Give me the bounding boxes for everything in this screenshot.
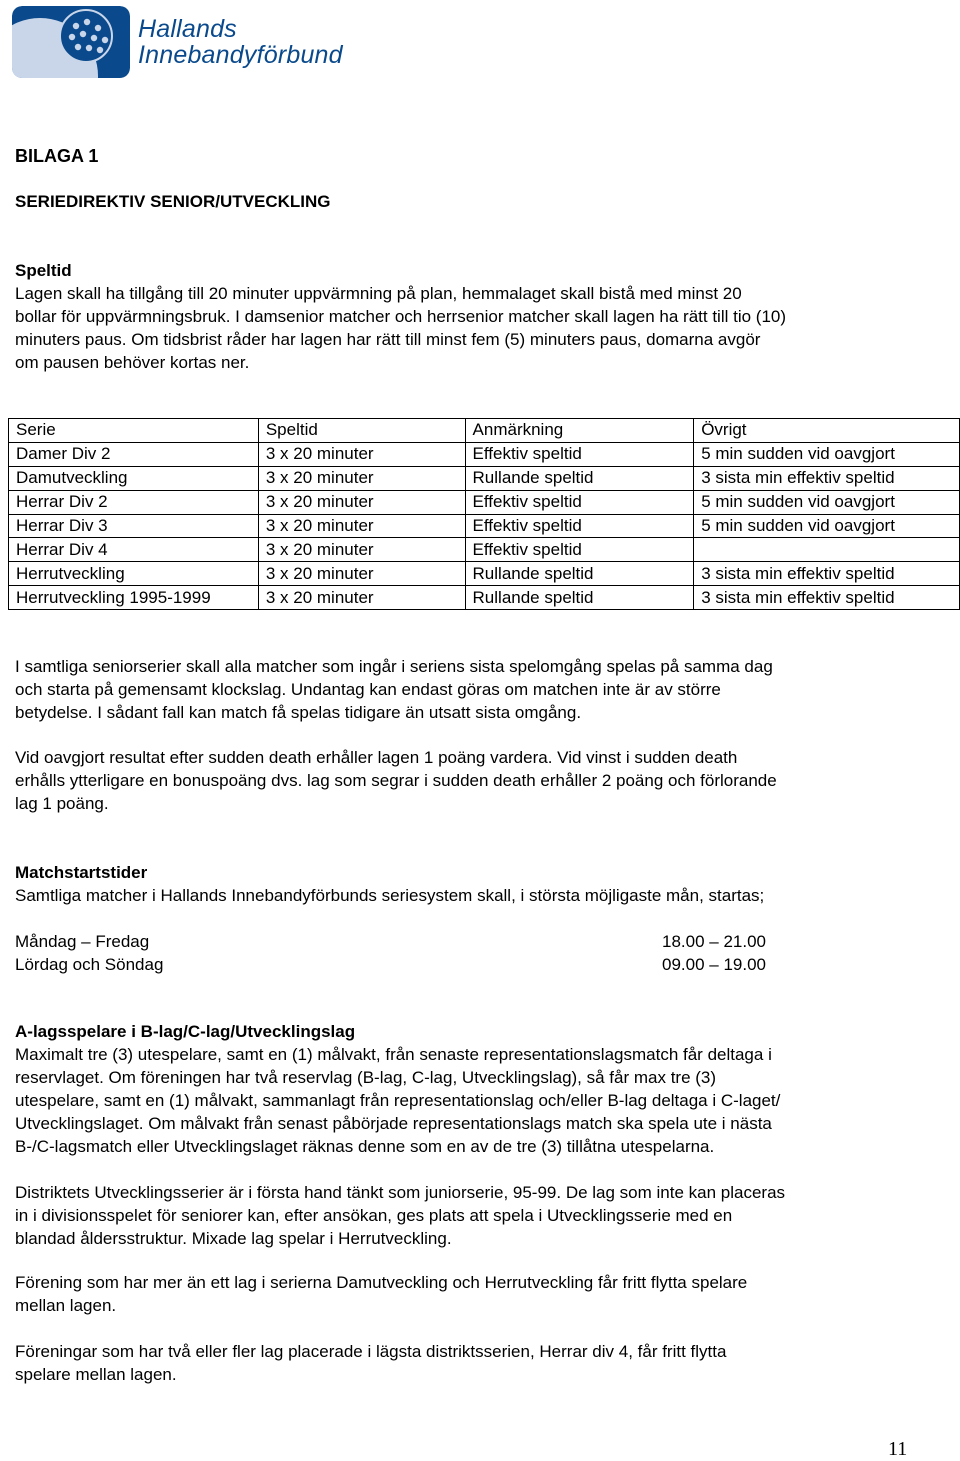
matchstart-section xyxy=(15,861,915,907)
logo-line-2: Innebandyförbund xyxy=(138,41,343,69)
foreningar-paragraph xyxy=(15,1340,915,1386)
speltid-line: Lagen skall ha tillgång till 20 minuter uppvärmning på plan, hemmalaget skall bistå med minst 20 xyxy=(15,284,742,303)
cell-speltid: 3 x 20 minuter xyxy=(258,490,465,514)
cell-serie: Herrar Div 4 xyxy=(9,538,259,562)
page-number: 11 xyxy=(888,1438,908,1460)
cell-speltid: 3 x 20 minuter xyxy=(258,586,465,610)
paragraph-line: erhålls ytterligare en bonuspoäng dvs. lag som segrar i sudden death erhåller 2 poäng och förlorande xyxy=(15,771,777,790)
logo-wordmark xyxy=(138,16,343,68)
speltid-title: Speltid xyxy=(15,261,72,280)
cell-ovrigt xyxy=(694,538,960,562)
table-row xyxy=(9,514,960,538)
table-row xyxy=(9,442,960,466)
speltid-section xyxy=(15,259,915,374)
distrikt-paragraph xyxy=(15,1181,915,1250)
cell-ovrigt: 3 sista min effektiv speltid xyxy=(694,586,960,610)
paragraph-line: betydelse. I sådant fall kan match få spelas tidigare än utsatt sista omgång. xyxy=(15,703,582,722)
cell-anmarkning: Rullande speltid xyxy=(465,586,694,610)
paragraph-line: mellan lagen. xyxy=(15,1296,117,1315)
speltid-line: om pausen behöver kortas ner. xyxy=(15,353,250,372)
paragraph-line: reservlaget. Om föreningen har två reservlag (B-lag, C-lag, Utvecklingslag), så får max tre (3) xyxy=(15,1068,717,1087)
cell-speltid: 3 x 20 minuter xyxy=(258,442,465,466)
table-row xyxy=(9,538,960,562)
paragraph-line: Distriktets Utvecklingsserier är i första hand tänkt som juniorserie, 95-99. De lag som inte kan placeras xyxy=(15,1183,786,1202)
cell-serie: Damutveckling xyxy=(9,466,259,490)
cell-ovrigt: 3 sista min effektiv speltid xyxy=(694,562,960,586)
table-row xyxy=(9,490,960,514)
cell-anmarkning: Rullande speltid xyxy=(465,562,694,586)
floorball-logo-icon xyxy=(12,6,130,78)
document-subheading: SERIEDIREKTIV SENIOR/UTVECKLING xyxy=(15,192,331,211)
appendix-heading: BILAGA 1 xyxy=(15,146,99,166)
cell-anmarkning: Effektiv speltid xyxy=(465,514,694,538)
speltid-line: bollar för uppvärmningsbruk. I damsenior matcher och herrsenior matcher skall lagen ha rätt till tio (10) xyxy=(15,307,787,326)
header-serie: Serie xyxy=(9,419,259,443)
time-range: 18.00 – 21.00 xyxy=(662,932,766,951)
time-days: Måndag – Fredag xyxy=(15,932,150,951)
oavgjort-paragraph xyxy=(15,746,915,815)
seniorserier-paragraph xyxy=(15,655,915,724)
header-anmarkning: Anmärkning xyxy=(465,419,694,443)
time-row xyxy=(15,930,915,953)
table-header-row xyxy=(9,419,960,443)
header-speltid: Speltid xyxy=(258,419,465,443)
paragraph-line: I samtliga seniorserier skall alla matcher som ingår i seriens sista spelomgång spelas på samma dag xyxy=(15,657,773,676)
cell-ovrigt: 5 min sudden vid oavgjort xyxy=(694,490,960,514)
time-row xyxy=(15,953,915,976)
paragraph-line: B-/C-lagsmatch eller Utvecklingslaget räknas denne som en av de tre (3) tillåtna utespelarna. xyxy=(15,1137,715,1156)
cell-speltid: 3 x 20 minuter xyxy=(258,538,465,562)
speltid-line: minuters paus. Om tidsbrist råder har lagen har rätt till minst fem (5) minuters paus, domarna avgör xyxy=(15,330,761,349)
cell-speltid: 3 x 20 minuter xyxy=(258,466,465,490)
cell-serie: Herrar Div 2 xyxy=(9,490,259,514)
cell-ovrigt: 5 min sudden vid oavgjort xyxy=(694,514,960,538)
cell-speltid: 3 x 20 minuter xyxy=(258,514,465,538)
cell-serie: Damer Div 2 xyxy=(9,442,259,466)
cell-ovrigt: 5 min sudden vid oavgjort xyxy=(694,442,960,466)
paragraph-line: Förening som har mer än ett lag i serierna Damutveckling och Herrutveckling får fritt flytta spelare xyxy=(15,1273,748,1292)
logo-line-1: Hallands xyxy=(138,15,237,43)
cell-anmarkning: Effektiv speltid xyxy=(465,538,694,562)
match-times xyxy=(15,930,915,976)
paragraph-line: och starta på gemensamt klockslag. Undantag kan endast göras om matchen inte är av större xyxy=(15,680,721,699)
alag-section xyxy=(15,1020,915,1158)
cell-serie: Herrutveckling 1995-1999 xyxy=(9,586,259,610)
cell-serie: Herrutveckling xyxy=(9,562,259,586)
paragraph-line: lag 1 poäng. xyxy=(15,794,109,813)
cell-anmarkning: Effektiv speltid xyxy=(465,490,694,514)
paragraph-line: blandad åldersstruktur. Mixade lag spelar i Herrutveckling. xyxy=(15,1229,452,1248)
cell-ovrigt: 3 sista min effektiv speltid xyxy=(694,466,960,490)
paragraph-line: spelare mellan lagen. xyxy=(15,1365,177,1384)
cell-serie: Herrar Div 3 xyxy=(9,514,259,538)
paragraph-line: Vid oavgjort resultat efter sudden death erhåller lagen 1 poäng vardera. Vid vinst i sudden death xyxy=(15,748,738,767)
series-table xyxy=(8,418,960,610)
paragraph-line: utespelare, samt en (1) målvakt, sammanlagt från representationslag och/eller B-lag deltaga i C-laget/ xyxy=(15,1091,781,1110)
table-row xyxy=(9,586,960,610)
time-days: Lördag och Söndag xyxy=(15,955,164,974)
paragraph-line: Utvecklingslaget. Om målvakt från senast påbörjade representationslags match ska spela ute i nästa xyxy=(15,1114,772,1133)
paragraph-line: in i divisionsspelet för seniorer kan, efter ansökan, ges plats att spela i Utvecklingsserie med en xyxy=(15,1206,733,1225)
forening-paragraph xyxy=(15,1271,915,1317)
matchstart-intro: Samtliga matcher i Hallands Innebandyförbunds seriesystem skall, i största möjligaste mån, startas; xyxy=(15,886,765,905)
alag-title: A-lagsspelare i B-lag/C-lag/Utvecklingslag xyxy=(15,1022,356,1041)
federation-logo xyxy=(12,6,372,80)
paragraph-line: Maximalt tre (3) utespelare, samt en (1) målvakt, från senaste representationslagsmatch får deltaga i xyxy=(15,1045,772,1064)
header-ovrigt: Övrigt xyxy=(694,419,960,443)
paragraph-line: Föreningar som har två eller fler lag placerade i lägsta distriktsserien, Herrar div 4, får fritt flytta xyxy=(15,1342,727,1361)
cell-anmarkning: Rullande speltid xyxy=(465,466,694,490)
cell-anmarkning: Effektiv speltid xyxy=(465,442,694,466)
cell-speltid: 3 x 20 minuter xyxy=(258,562,465,586)
time-range: 09.00 – 19.00 xyxy=(662,955,766,974)
matchstart-title: Matchstartstider xyxy=(15,863,148,882)
table-row xyxy=(9,562,960,586)
table-row xyxy=(9,466,960,490)
